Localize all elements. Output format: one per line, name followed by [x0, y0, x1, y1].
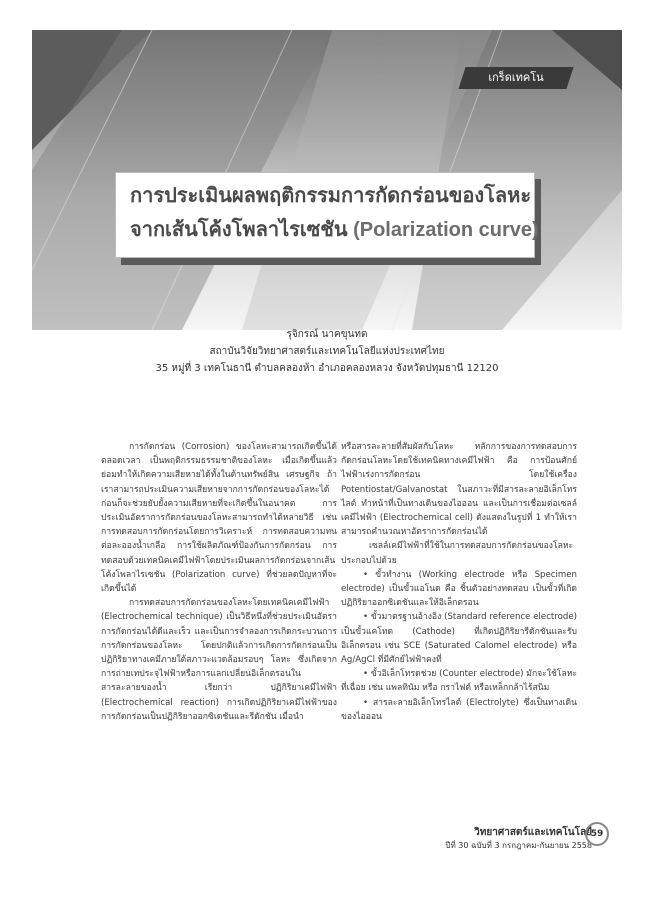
bullet-item: • สารละลายอิเล็กโทรไลต์ (Electrolyte) ซึ่งเป็นทางเดินของไอออน	[341, 697, 577, 722]
journal-name: วิทยาศาสตร์และเทคโนโลยี	[474, 827, 592, 838]
page-footer	[445, 826, 592, 852]
title-english: (Polarization curve)	[353, 219, 539, 241]
title-box	[115, 172, 539, 258]
section-tag	[458, 67, 573, 89]
paragraph: เซลล์เคมีไฟฟ้าที่ใช้ในการทดสอบการกัดกร่อนของโลหะประกอบไปด้วย	[341, 541, 574, 566]
bullet-item: • ขั้วมาตรฐานอ้างอิง (Standard reference electrode) เป็นขั้วแคโทด (Cathode) ที่เกิดปฏิกิริยารีดักชันและรับอิเล็กตรอน เช่น SCE (Saturated Calomel electrode) หรือ Ag/AgCl ที่มีศักย์ไฟฟ้าคงที่	[341, 612, 577, 666]
paragraph: การกัดกร่อน (Corrosion) ของโลหะสามารถเกิดขึ้นได้ตลอดเวลา เป็นพฤติกรรมธรรมชาติของโลหะ เมื่อเกิดขึ้นแล้วย่อมทำให้เกิดความเสียหายได้ทั้งในด้านทรัพย์สิน เศรษฐกิจ ถ้าเราสามารถประเมินความเสียหายจากการกัดกร่อนของโลหะได้ก่อนก็จะช่วยยับยั้งความเสียหายที่จะเกิดขึ้นในอนาคต การประเมินอัตราการกัดกร่อนของโลหะสามารถทำได้หลายวิธี เช่น การทดสอบการกัดกร่อนโดยการวิเคราะห์ การทดสอบความทนต่อละอองน้ำเกลือ การใช้ผลิตภัณฑ์ป้องกันการกัดกร่อน การทดสอบด้วยเทคนิคเคมีไฟฟ้าโดยประเมินผลการกัดกร่อนจากเส้นโค้งโพลาไรเซชัน (Polarization curve) ที่ช่วยลดปัญหาที่จะเกิดขึ้นได้	[101, 442, 337, 595]
author-name: รุจิกรณ์ นาคขุนทด	[286, 329, 368, 340]
author-block	[0, 326, 654, 377]
right-column	[341, 440, 577, 724]
paragraph: การทดสอบการกัดกร่อนของโลหะโดยเทคนิคเคมีไฟฟ้า (Electrochemical technique) เป็นวิธีหนึ่งที่ช่วยประเมินอัตราการกัดกร่อนได้ดีและเร็ว และเป็นการจำลองการเกิดกระบวนการการกัดกร่อนของโลหะ โดยปกติแล้วการเกิดการกัดกร่อนเป็นปฏิกิริยาทางเคมีภายใต้สภาวะแวดล้อมรอบๆ โลหะ ซึ่งเกิดจากการถ่ายเทประจุไฟฟ้าหรือการแลกเปลี่ยนอิเล็กตรอนในสารละลายของน้ำ เรียกว่า ปฏิกิริยาเคมีไฟฟ้า (Electrochemical reaction) การเกิดปฏิกิริยาเคมีไฟฟ้าของการกัดกร่อนเป็นปฏิกิริยาออกซิเดชันและรีดักชัน เมื่อนำ	[101, 598, 337, 722]
issue-info: ปีที่ 30 ฉบับที่ 3 กรกฎาคม-กันยายน 2558	[445, 841, 592, 850]
bullet-item: • ขั้วทำงาน (Working electrode หรือ Specimen electrode) เป็นขั้วแอโนด คือ ชิ้นตัวอย่างทดสอบ เป็นขั้วที่เกิดปฏิกิริยาออกซิเดชันและให้อิเล็กตรอน	[341, 569, 577, 609]
title-thai: จากเส้นโค้งโพลาไรเซชัน	[130, 219, 348, 241]
title-line-1: การประเมินผลพฤติกรรมการกัดกร่อนของโลหะ	[130, 185, 532, 207]
bullet-item: • ขั้วอิเล็กโทรดช่วย (Counter electrode) มักจะใช้โลหะที่เฉื่อย เช่น แพลทินัม หรือ กราไฟต์ หรือเหล็กกล้าไร้สนิม	[341, 669, 577, 694]
author-address: 35 หมู่ที่ 3 เทคโนธานี ตำบลคลองห้า อำเภอคลองหลวง จังหวัดปทุมธานี 12120	[155, 363, 499, 374]
paragraph: หรือสารละลายที่สัมผัสกับโลหะ หลักการของการทดสอบการกัดกร่อนโลหะโดยใช้เทคนิคทางเคมีไฟฟ้า คือ การป้อนศักย์ไฟฟ้าเร่งการกัดกร่อน โดยใช้เครื่อง Potentiostat/Galvanostat ในสภาวะที่มีสารละลายอิเล็กโทรไลต์ ทำหน้าที่เป็นทางเดินของไอออน และเป็นการเชื่อมต่อเซลล์เคมีไฟฟ้า (Electrochemical cell) ดังแสดงในรูปที่ 1 ทำให้เราสามารถคำนวณหาอัตราการกัดกร่อนได้	[341, 442, 577, 538]
author-affiliation: สถาบันวิจัยวิทยาศาสตร์และเทคโนโลยีแห่งประเทศไทย	[209, 346, 445, 357]
title-line-2	[130, 213, 539, 247]
left-column	[101, 440, 337, 724]
page-number: 59	[585, 822, 609, 846]
section-tag-label: เกร็ดเทคโน	[488, 72, 544, 84]
